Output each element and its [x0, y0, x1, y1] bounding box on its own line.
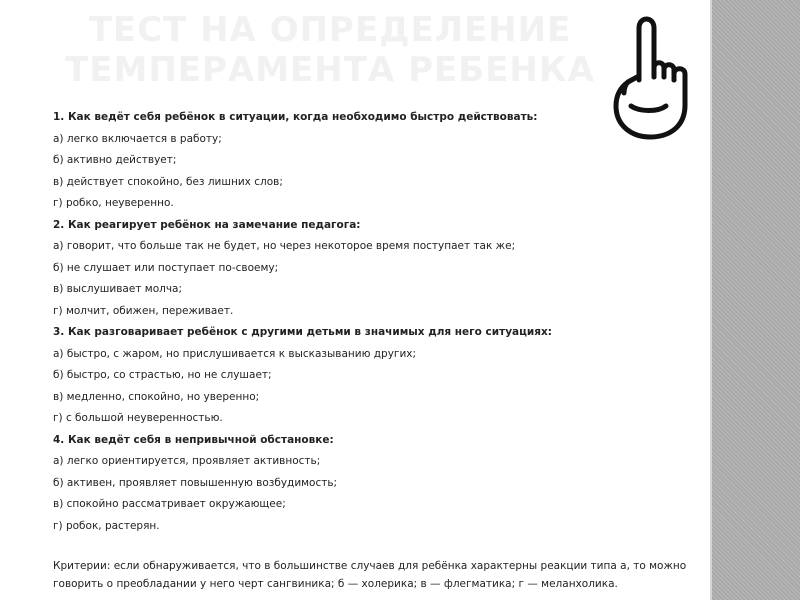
question-3-option-a: а) быстро, с жаром, но прислушивается к высказыванию других; [53, 347, 417, 360]
question-3-option-g: г) с большой неуверенностью. [53, 412, 223, 424]
criteria-text: Критерии: если обнаруживается, что в большинстве случаев для ребёнка характерны реакции типа а, то можно говорить о преобладании у него черт сангвиника; б — холерика; в — флегматика; г — меланхолика. [53, 560, 687, 590]
right-decorative-band [712, 0, 800, 600]
question-2-option-b: б) не слушает или поступает по-своему; [53, 261, 279, 274]
question-3-option-b: б) быстро, со страстью, но не слушает; [53, 369, 272, 381]
question-1-option-a: а) легко включается в работу; [53, 132, 222, 145]
question-3-option-v: в) медленно, спокойно, но уверенно; [53, 390, 260, 403]
question-1-option-g: г) робко, неуверенно. [53, 197, 174, 209]
spacer [53, 537, 693, 557]
question-2-option-g: г) молчит, обижен, переживает. [53, 304, 234, 317]
question-2-option-a: а) говорит, что больше так не будет, но через некоторое время поступает так же; [53, 240, 516, 252]
question-2: 2. Как реагирует ребёнок на замечание педагога: [53, 218, 361, 231]
questionnaire [53, 107, 693, 593]
question-4: 4. Как ведёт себя в непривычной обстановке: [53, 433, 334, 446]
question-2-option-v: в) выслушивает молча; [53, 283, 182, 295]
question-1-option-v: в) действует спокойно, без лишних слов; [53, 175, 283, 188]
question-3: 3. Как разговаривает ребёнок с другими детьми в значимых для него ситуациях: [53, 326, 552, 338]
page-title: ТЕСТ НА ОПРЕДЕЛЕНИЕ ТЕМПЕРАМЕНТА РЕБЕНКА [65, 10, 595, 90]
question-4-option-v: в) спокойно рассматривает окружающее; [53, 498, 286, 510]
question-4-option-a: а) легко ориентируется, проявляет активность; [53, 455, 321, 467]
question-1-option-b: б) активно действует; [53, 154, 177, 166]
question-4-option-g: г) робок, растерян. [53, 519, 160, 532]
question-4-option-b: б) активен, проявляет повышенную возбудимость; [53, 476, 338, 489]
question-1: 1. Как ведёт себя ребёнок в ситуации, когда необходимо быстро действовать: [53, 111, 538, 123]
